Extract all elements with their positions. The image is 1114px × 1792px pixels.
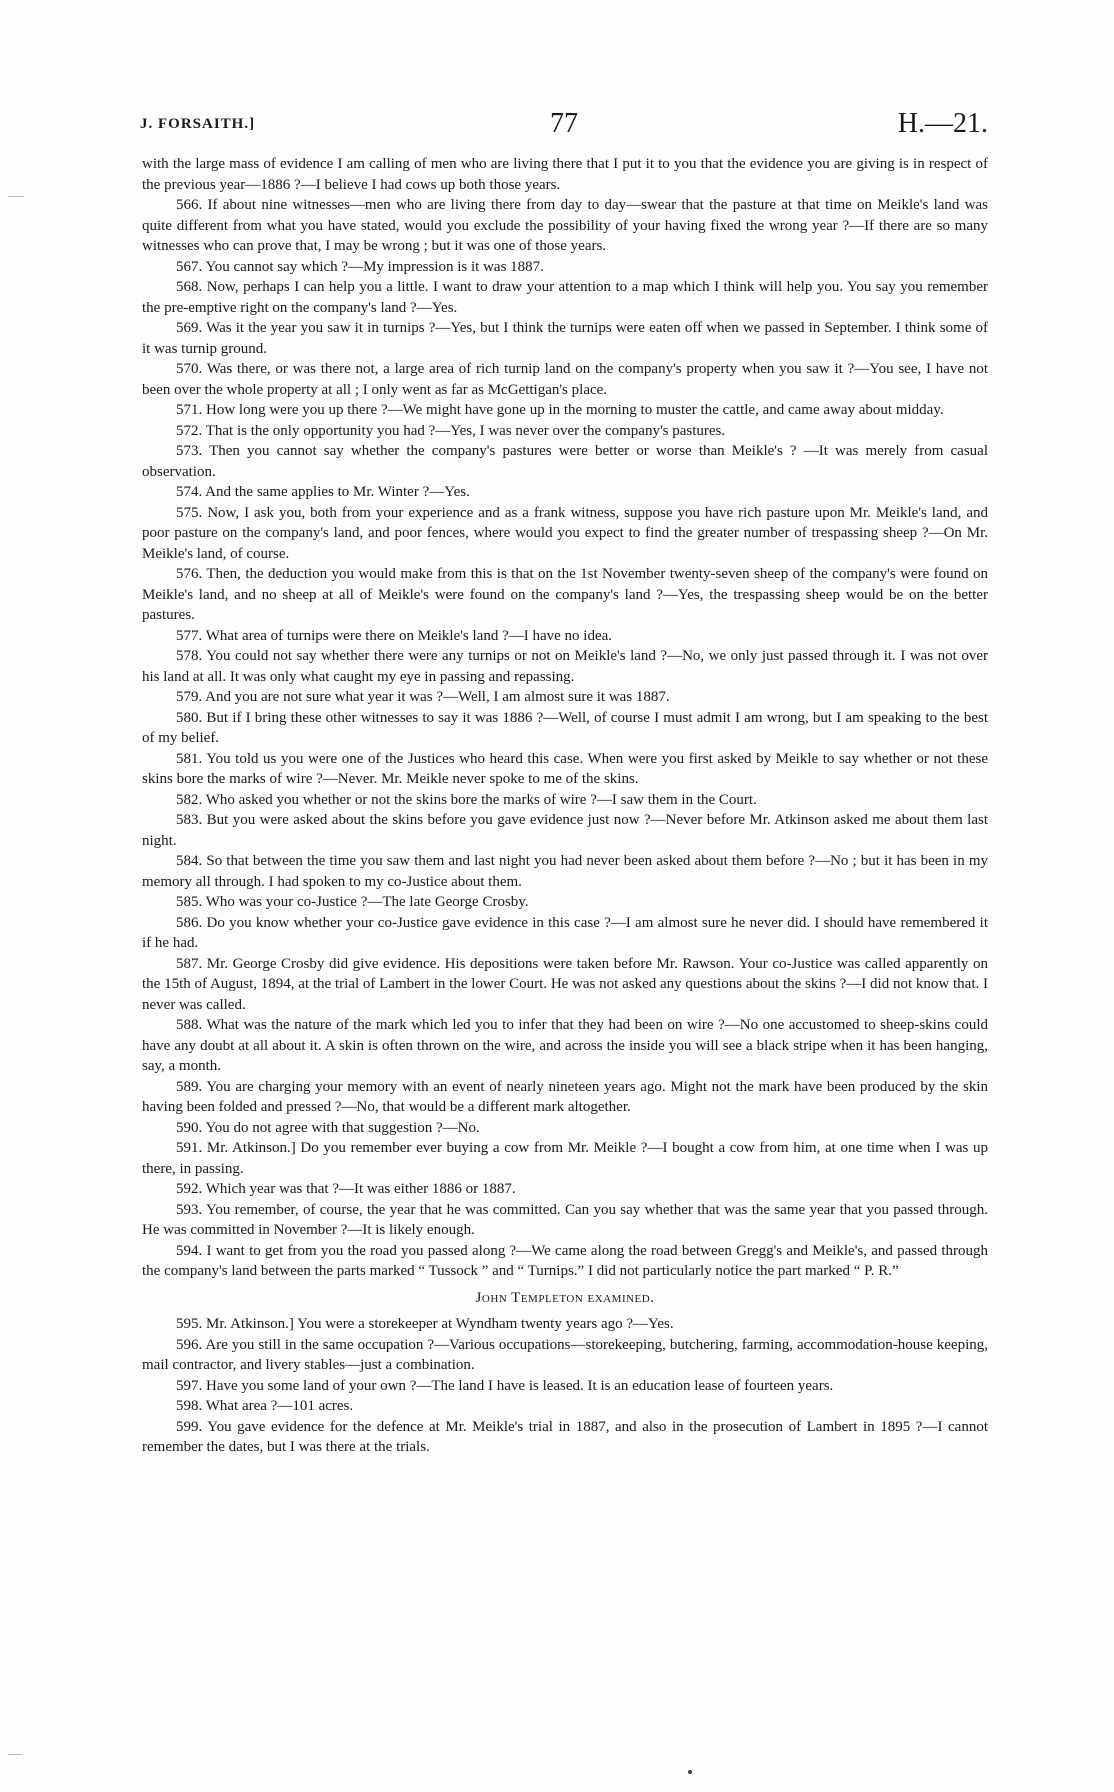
paragraph: 585. Who was your co-Justice ?—The late George Crosby.: [176, 894, 529, 910]
paragraph: 568. Now, perhaps I can help you a little. I want to draw your attention to a map which I think will help you. You say you remember the pre-emptive right on the company's land ?—Yes.: [142, 279, 988, 316]
paragraph: 584. So that between the time you saw them and last night you had never been asked about them before ?—No ; but it has been in my memory all through. I had spoken to my co-Justice about them.: [142, 853, 988, 890]
paragraph: 573. Then you cannot say whether the company's pastures were better or worse than Meikle's ? —It was merely from casual observation.: [142, 443, 988, 480]
margin-smudge: [8, 1754, 22, 1755]
paragraph: 590. You do not agree with that suggestion ?—No.: [176, 1119, 480, 1136]
paragraph: 576. Then, the deduction you would make from this is that on the 1st November twenty-seven sheep of the company's were found on Meikle's land, and no sheep at all of Meikle's were found on the company's land ?—Yes, the trespassing sheep would be on the better pastures.: [142, 566, 988, 623]
paragraph: 594. I want to get from you the road you passed along ?—We came along the road between Gregg's and Meikle's, and passed through the company's land between the parts marked “ Tussock ” and “ Turnips.” I did not particularly notice the part marked “ P. R.”: [142, 1242, 988, 1279]
paragraph: 588. What was the nature of the mark which led you to infer that they had been on wire ?—No one accustomed to sheep-skins could have any doubt at all about it. A skin is often thrown on the wire, and across the inside you will see a black stripe when it has been hanging, say, a month.: [142, 1017, 988, 1074]
paragraph: 583. But you were asked about the skins before you gave evidence just now ?—Never before Mr. Atkinson asked me about them last night.: [142, 812, 988, 849]
paragraph: 569. Was it the year you saw it in turnips ?—Yes, but I think the turnips were eaten off when we passed in September. I think some of it was turnip ground.: [142, 320, 988, 357]
paragraph: 582. Who asked you whether or not the skins bore the marks of wire ?—I saw them in the Court.: [176, 791, 757, 808]
paragraph: 586. Do you know whether your co-Justice gave evidence in this case ?—I am almost sure he never did. I should have remembered it if he had.: [142, 914, 988, 951]
paragraph: 581. You told us you were one of the Justices who heard this case. When were you first asked by Meikle to say whether or not these skins bore the marks of wire ?—Never. Mr. Meikle never spoke to me of the skins.: [142, 750, 988, 787]
paragraph: 597. Have you some land of your own ?—The land I have is leased. It is an education lease of fourteen years.: [176, 1377, 834, 1394]
ink-dot: [688, 1770, 692, 1774]
paragraph: 593. You remember, of course, the year that he was committed. Can you say whether that was the same year that you passed through. He was committed in November ?—It is likely enough.: [142, 1201, 988, 1238]
page-header: [140, 108, 988, 148]
paragraph: 572. That is the only opportunity you had ?—Yes, I was never over the company's pastures.: [176, 422, 726, 439]
paragraph: 571. How long were you up there ?—We might have gone up in the morning to muster the cattle, and came away about midday.: [176, 402, 944, 418]
paragraph: 580. But if I bring these other witnesses to say it was 1886 ?—Well, of course I must admit I am wrong, but I am speaking to the best of my belief.: [142, 709, 988, 746]
paragraph: 567. You cannot say which ?—My impression is it was 1887.: [176, 258, 544, 275]
paragraph: 589. You are charging your memory with an event of nearly nineteen years ago. Might not the mark have been produced by the skin having been folded and pressed ?—No, that would be a different mark altogether.: [142, 1078, 988, 1115]
paragraph: 587. Mr. George Crosby did give evidence. His depositions were taken before Mr. Rawson. Your co-Justice was called apparently on the 15th of August, 1894, at the trial of Lambert in the lower Court. He was not asked any questions about the skins ?—I did not know that. I never was called.: [142, 955, 988, 1013]
paragraph: 598. What area ?—101 acres.: [176, 1398, 354, 1414]
paragraph: 599. You gave evidence for the defence at Mr. Meikle's trial in 1887, and also in the prosecution of Lambert in 1895 ?—I cannot remember the dates, but I was there at the trials.: [142, 1418, 988, 1455]
transcript-body: [142, 154, 988, 1458]
paragraph: 592. Which year was that ?—It was either 1886 or 1887.: [176, 1181, 516, 1197]
paragraph: 575. Now, I ask you, both from your experience and as a frank witness, suppose you have rich pasture upon Mr. Meikle's land, and poor pasture on the company's land, and poor fences, where would you expect to find the greater number of trespassing sheep ?—On Mr. Meikle's land, of course.: [142, 504, 988, 562]
paragraph: 595. Mr. Atkinson.] You were a storekeeper at Wyndham twenty years ago ?—Yes.: [176, 1316, 674, 1332]
paragraph: 579. And you are not sure what year it was ?—Well, I am almost sure it was 1887.: [176, 689, 670, 705]
witness-name-header: J. FORSAITH.]: [140, 116, 256, 132]
page-number: 77: [550, 108, 578, 139]
paragraph: 566. If about nine witnesses—men who are living there from day to day—swear that the pasture at that time on Meikle's land was quite different from what you have stated, would you exclude the possibility of your having fixed the wrong year ?—If there are so many witnesses who can prove that, I may be wrong ; but it was one of those years.: [142, 197, 988, 254]
paragraph: 596. Are you still in the same occupation ?—Various occupations—storekeeping, butchering, farming, accommodation-house keeping, mail contractor, and livery stables—just a combination.: [142, 1336, 988, 1373]
paragraph: 591. Mr. Atkinson.] Do you remember ever buying a cow from Mr. Meikle ?—I bought a cow from him, at one time when I was up there, in passing.: [142, 1140, 988, 1177]
paragraph: with the large mass of evidence I am calling of men who are living there that I put it to you that the evidence you are giving is in respect of the previous year—1886 ?—I believe I had cows up both those years.: [142, 156, 988, 193]
paragraph: 577. What area of turnips were there on Meikle's land ?—I have no idea.: [176, 627, 613, 644]
section-heading: John Templeton examined.: [475, 1289, 655, 1306]
paragraph: 570. Was there, or was there not, a large area of rich turnip land on the company's property when you saw it ?—You see, I have not been over the whole property at all ; I only went as far as McGettigan's place.: [142, 361, 988, 398]
margin-smudge: [8, 196, 24, 197]
document-reference: H.—21.: [897, 108, 988, 139]
paragraph: 578. You could not say whether there were any turnips or not on Meikle's land ?—No, we only just passed through it. I was not over his land at all. It was only what caught my eye in passing and repassing.: [142, 648, 988, 685]
paragraph: 574. And the same applies to Mr. Winter ?—Yes.: [176, 484, 470, 500]
